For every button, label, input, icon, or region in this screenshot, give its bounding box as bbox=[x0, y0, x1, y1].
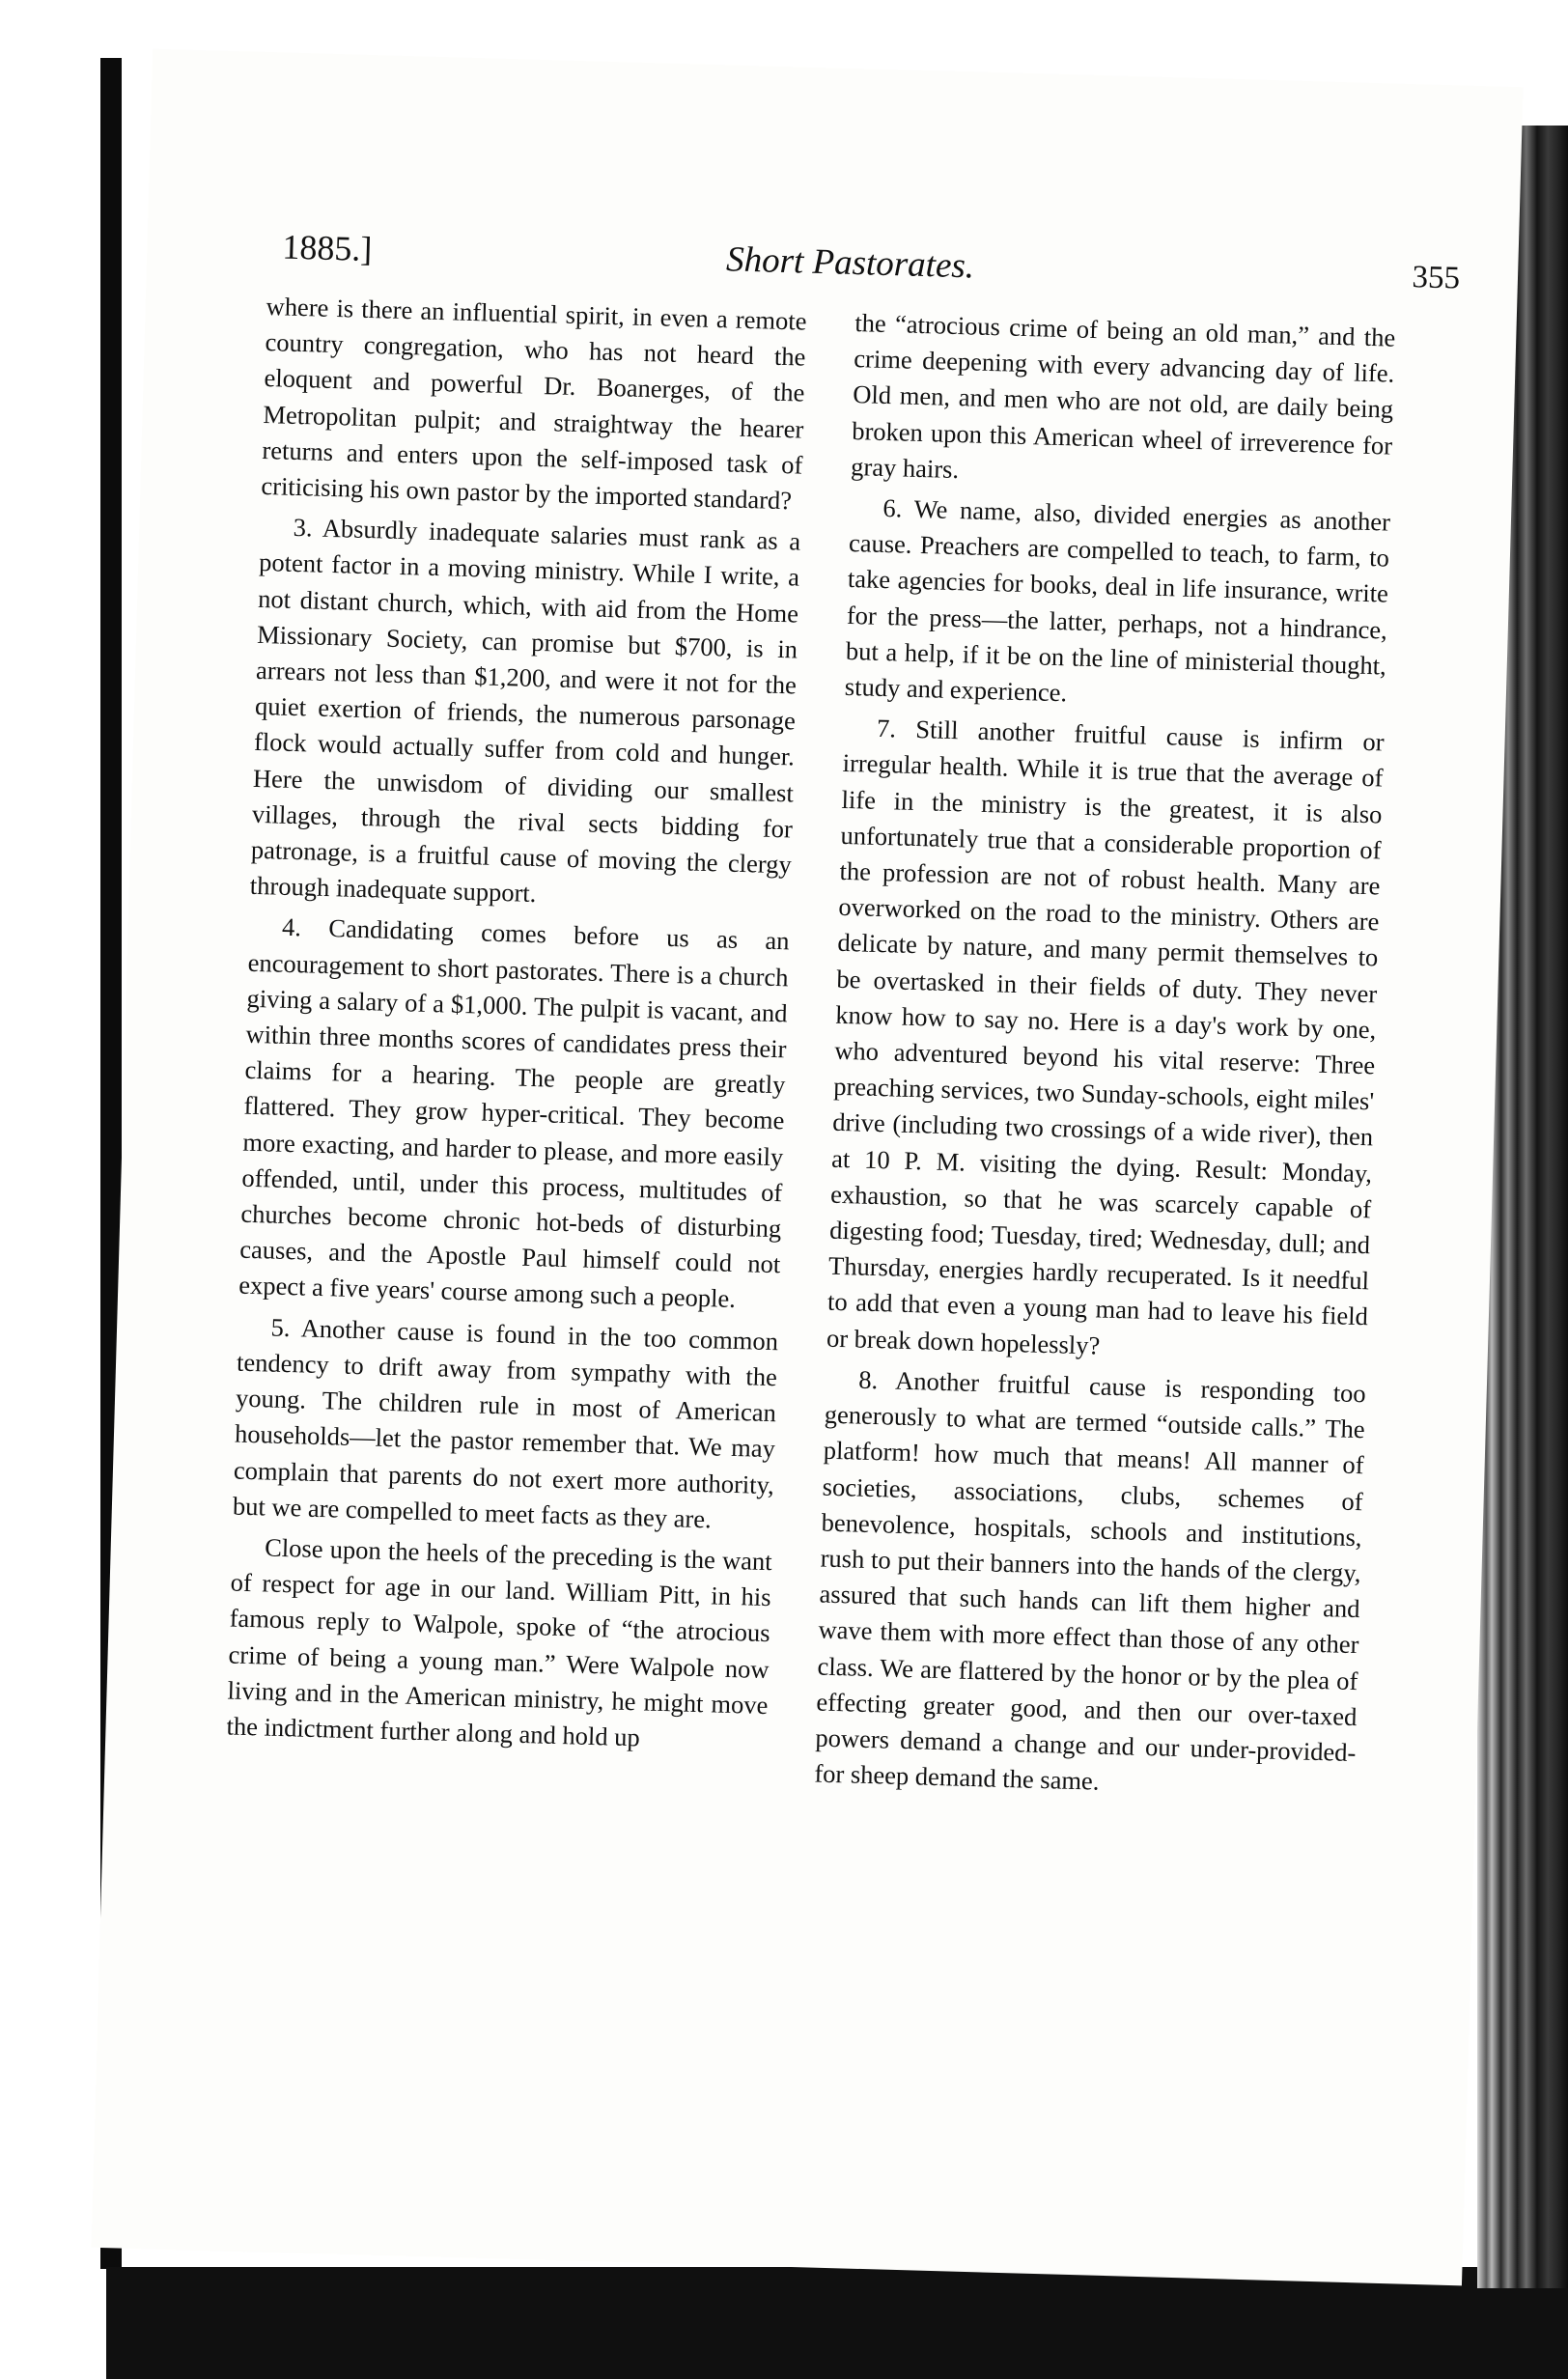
paragraph: the “atrocious crime of being an old man,” and the crime deepening with every advancing day of life. Old men, and men who are not old, are daily being broken upon this American wheel of irreverence for gray hairs. bbox=[850, 308, 1396, 484]
paragraph: Close upon the heels of the preceding is the want of respect for age in our land. William Pitt, in his famous reply to Walpole, spoke of “the atrocious crime of being a young man.” Were Walpole now living and in the American ministry, he might move the indictment further along and hold up bbox=[226, 1532, 773, 1752]
left-text-column bbox=[226, 289, 807, 1764]
paragraph: 8. Another fruitful cause is responding too generously to what are termed “outside calls.” The platform! how much that means! All manner of societies, associations, clubs, schemes of benevolence, hospitals, schools and institutions, rush to put their banners into the hands of the clergy, assured that such hands can lift them higher and wave them with more effect than those of any other class. We are flattered by the honor or by the plea of effecting greater good, and then our over-taxed powers demand a change and our under-provided-for sheep demand the same. bbox=[814, 1364, 1367, 1796]
paragraph: 3. Absurdly inadequate salaries must rank as a potent factor in a moving ministry. While I write, a not distant church, which, with aid from the Home Missionary Society, can promise but $700, is in arrears not less than $1,200, and were it not for the quiet exertion of friends, the numerous parsonage flock would actually suffer from cold and hunger. Here the unwisdom of dividing our smallest villages, through the rival sects bidding for patronage, is a fruitful cause of moving the clergy through inadequate support. bbox=[249, 513, 801, 909]
paragraph: 4. Candidating comes before us as an encouragement to short pastorates. There is a church giving a salary of a $1,000. The pulpit is vacant, and within three months scores of candidates press their claims for a hearing. The people are greatly flattered. They grow hyper-critical. They become more exacting, and harder to please, and more easily offended, until, under this process, multitudes of churches become chronic hot-beds of disturbing causes, and the Apostle Paul himself could not expect a five years' course among such a people. bbox=[238, 912, 790, 1314]
running-head-title: Short Pastorates. bbox=[725, 239, 975, 287]
book-page bbox=[91, 49, 1523, 2286]
paragraph: 7. Still another fruitful cause is infirm or irregular health. While it is true that the average of life in the ministry is the greatest, it is also unfortunately true that a considerable proportion of the profession are not of robust health. Many are overworked on the road to the ministry. Others are delicate by nature, and many permit themselves to be overtasked in their fields of duty. They never know how to say no. Here is a day's work by one, who adventured beyond his vital reserve: Three preaching services, two Sunday-schools, eight miles' drive (including two crossings of a wide river), then at 10 P. M. visiting the dying. Result: Monday, exhaustion, so that he was scarcely capable of digesting food; Tuesday, tired; Wednesday, dull; and Thursday, energies hardly recuperated. Is it needful to add that even a young man had to leave his field or break down hopelessly? bbox=[826, 714, 1385, 1360]
paragraph: 6. We name, also, divided energies as another cause. Preachers are compelled to teach, to farm, to take agencies for books, deal in life insurance, write for the press—the latter, perhaps, not a hindrance, but a help, if it be on the line of ministerial thought, study and experience. bbox=[844, 492, 1391, 708]
right-text-column bbox=[814, 305, 1396, 1811]
page-number: 355 bbox=[1411, 260, 1461, 296]
running-head-year: 1885.] bbox=[281, 227, 373, 269]
facing-page-edge bbox=[0, 0, 106, 2379]
scan-bottom-border bbox=[106, 2267, 1568, 2379]
paragraph: 5. Another cause is found in the too common tendency to drift away from sympathy with the young. The children rule in most of American households—let the pastor remember that. We may complain that parents do not exert more authority, but we are compelled to meet facts as they are. bbox=[232, 1312, 779, 1534]
paragraph: where is there an influential spirit, in even a remote country congregation, who has not heard the eloquent and powerful Dr. Boanerges, of the Metropolitan pulpit; and straightway the hearer returns and enters upon the self-imposed task of criticising his own pastor by the imported standard? bbox=[261, 292, 807, 516]
